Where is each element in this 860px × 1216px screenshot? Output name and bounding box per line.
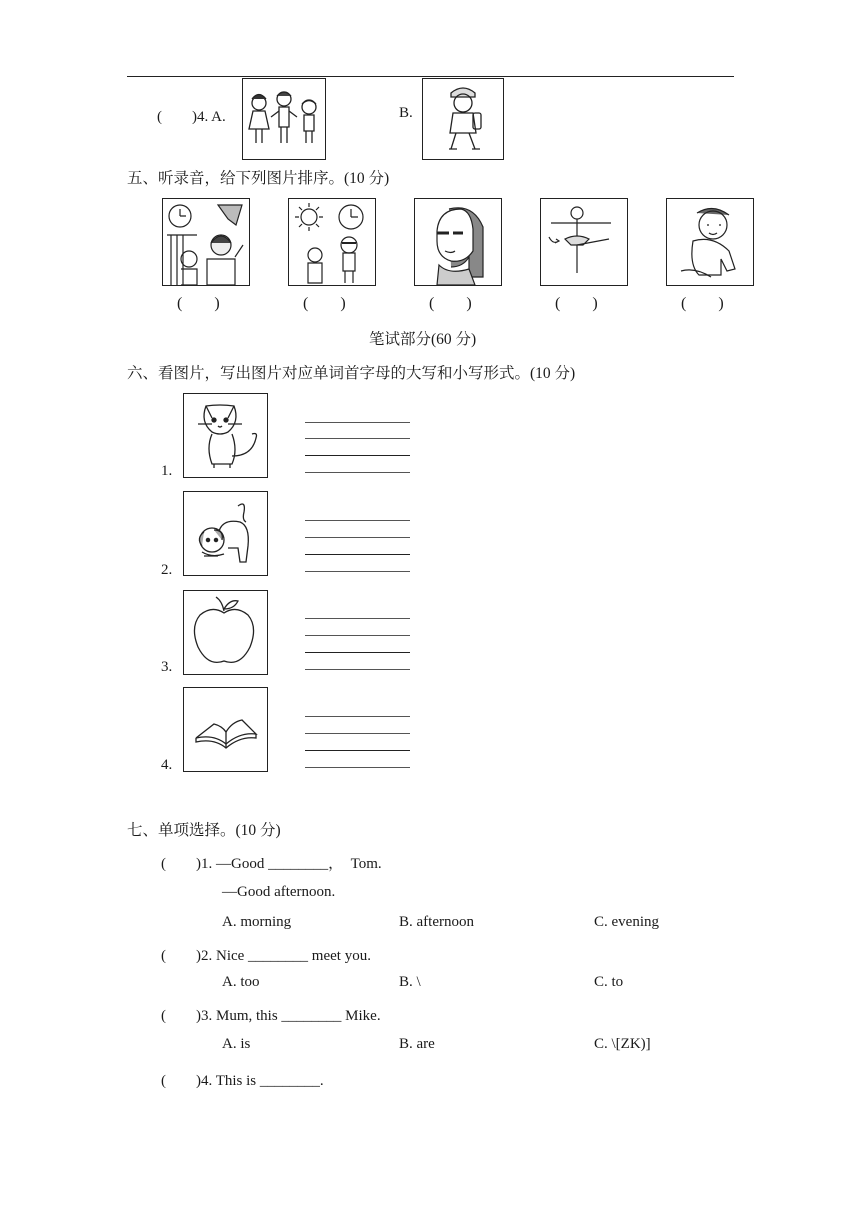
question-7-3-option-a[interactable]: A. is <box>222 1036 251 1052</box>
dog-icon <box>184 492 267 575</box>
father-and-boy-icon <box>163 199 249 285</box>
sun-clock-two-people-icon <box>289 199 375 285</box>
apple-icon <box>184 591 267 674</box>
picture-5-2 <box>288 198 376 286</box>
question-7-3-stem: ( )3. Mum, this ________ Mike. <box>161 1008 381 1024</box>
order-blank-3[interactable]: ( ) <box>429 295 472 312</box>
picture-5-4 <box>540 198 628 286</box>
book-icon <box>184 688 267 771</box>
three-children-icon <box>243 79 325 159</box>
option-b-label: B. <box>399 105 413 121</box>
question-7-3-option-b[interactable]: B. are <box>399 1036 435 1052</box>
writing-line <box>305 669 410 670</box>
section5-heading: 五、听录音，给下列图片排序。(10 分) <box>127 170 390 187</box>
picture-5-3 <box>414 198 502 286</box>
question-4-label: ( )4. A. <box>157 109 226 125</box>
writing-line <box>305 767 410 768</box>
section6-heading: 六、看图片，写出图片对应单词首字母的大写和小写形式。(10 分) <box>127 365 576 382</box>
question-7-1-stem: ( )1. —Good ________， Tom. <box>161 856 382 872</box>
writing-line <box>305 422 410 423</box>
ballet-dancer-icon <box>541 199 627 285</box>
writing-line <box>305 750 410 751</box>
question-7-1-option-b[interactable]: B. afternoon <box>399 914 474 930</box>
writing-line <box>305 472 410 473</box>
item-6-1-number: 1. <box>161 463 173 479</box>
question-7-1-option-a[interactable]: A. morning <box>222 914 292 930</box>
writing-line <box>305 537 410 538</box>
item-6-4-picture <box>183 687 268 772</box>
order-blank-5[interactable]: ( ) <box>681 295 724 312</box>
question-7-1-option-c[interactable]: C. evening <box>594 914 659 930</box>
option-b-picture <box>422 78 504 160</box>
section7-heading: 七、单项选择。(10 分) <box>127 822 281 839</box>
picture-5-1 <box>162 198 250 286</box>
boy-sitting-icon <box>667 199 753 285</box>
item-6-4-number: 4. <box>161 757 173 773</box>
cat-icon <box>184 394 267 477</box>
option-a-picture <box>242 78 326 160</box>
question-7-1-reply: —Good afternoon. <box>222 884 336 900</box>
writing-line <box>305 635 410 636</box>
item-6-1-picture <box>183 393 268 478</box>
writing-line <box>305 455 410 456</box>
item-6-3-picture <box>183 590 268 675</box>
question-7-2-stem: ( )2. Nice ________ meet you. <box>161 948 371 964</box>
order-blank-2[interactable]: ( ) <box>303 295 346 312</box>
question-7-2-option-c[interactable]: C. to <box>594 974 624 990</box>
picture-5-5 <box>666 198 754 286</box>
writing-line <box>305 652 410 653</box>
question-7-3-option-c[interactable]: C. \[ZK)] <box>594 1036 651 1052</box>
writing-line <box>305 733 410 734</box>
header-rule <box>127 76 734 77</box>
item-6-2-picture <box>183 491 268 576</box>
writing-line <box>305 554 410 555</box>
question-7-2-option-b[interactable]: B. \ <box>399 974 421 990</box>
writing-line <box>305 716 410 717</box>
item-6-2-number: 2. <box>161 562 173 578</box>
woman-sunglasses-icon <box>415 199 501 285</box>
question-7-2-option-a[interactable]: A. too <box>222 974 260 990</box>
order-blank-1[interactable]: ( ) <box>177 295 220 312</box>
writing-line <box>305 571 410 572</box>
question-7-4-stem: ( )4. This is ________. <box>161 1073 324 1089</box>
written-part-title: 笔试部分(60 分) <box>369 331 477 348</box>
item-6-3-number: 3. <box>161 659 173 675</box>
order-blank-4[interactable]: ( ) <box>555 295 598 312</box>
writing-line <box>305 520 410 521</box>
writing-line <box>305 438 410 439</box>
writing-line <box>305 618 410 619</box>
boy-with-backpack-icon <box>423 79 503 159</box>
